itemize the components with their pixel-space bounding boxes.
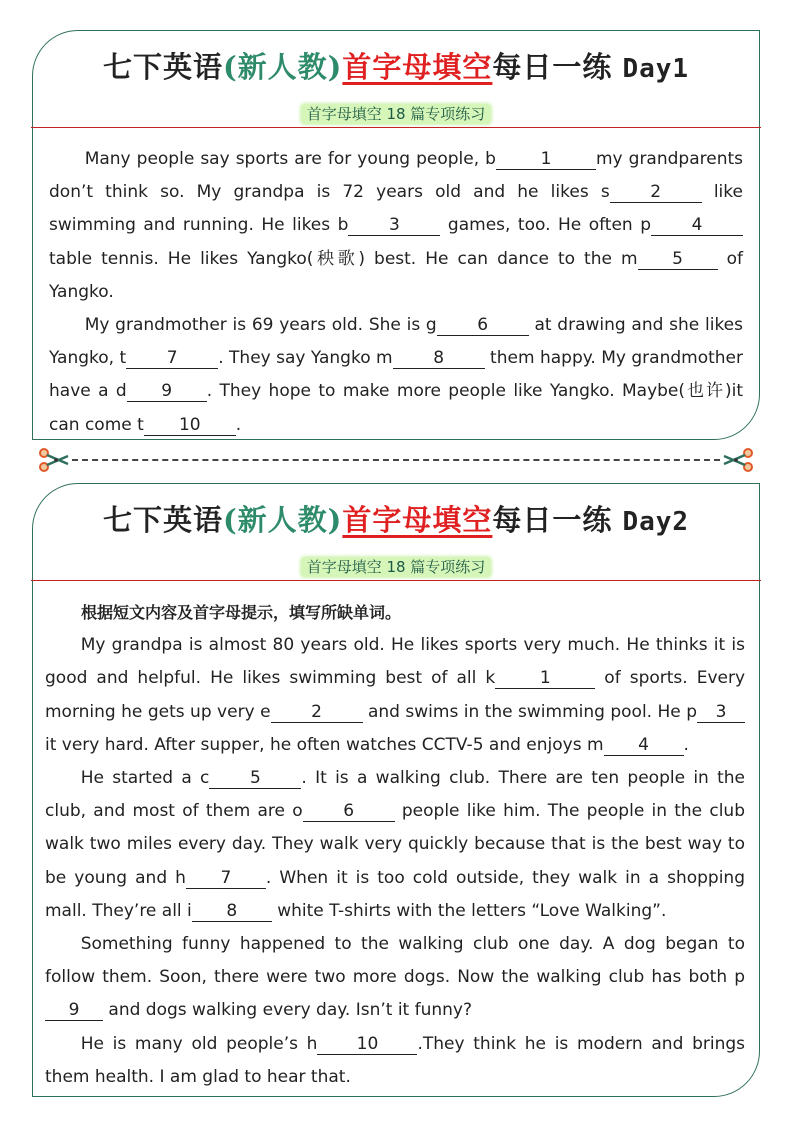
cut-line [38, 450, 754, 470]
exercise-card-day2 [32, 483, 760, 1097]
answer-blank[interactable]: 6 [303, 801, 395, 822]
title-text: 七下英语 [102, 50, 223, 84]
title-edition: (新人教) [222, 50, 343, 84]
title-text: 每日一练 [492, 503, 613, 537]
paragraph: Many people say sports are for young people, b 1 my grandparents don’t think so. My grandpa is 72 years old and he likes s 2 like swimming and running. He likes b 3 games, too. He often p 4 table tennis. He likes Yangko(秧歌) best. He can dance to the m 5 of Yangko. [49, 149, 743, 302]
paragraph: Something funny happened to the walking club one day. A dog began to follow them. Soon, there were two more dogs. Now the walking club has both p9 and dogs walking every day. Isn’t it funny? [45, 934, 745, 1021]
exercise-card-day1 [32, 30, 760, 440]
title-edition: (新人教) [222, 503, 343, 537]
answer-blank[interactable]: 5 [209, 768, 301, 789]
subtitle-text: 首字母填空 18 篇专项练习 [301, 104, 492, 124]
answer-blank[interactable]: 8 [192, 901, 272, 922]
answer-blank[interactable]: 4 [651, 215, 743, 236]
answer-blank[interactable]: 6 [437, 315, 529, 336]
scissors-icon [722, 448, 754, 472]
scissors-icon [38, 448, 70, 472]
paragraph: My grandpa is almost 80 years old. He likes sports very much. He thinks it is good and helpful. He likes swimming best of all k 1 of sports. Every morning he gets up very e 2 and swims in the swimming pool. He p 3 it very hard. After supper, he often watches CCTV-5 and enjoys m 4 . [45, 635, 746, 755]
title-text: 每日一练 [492, 50, 613, 84]
page-title [33, 45, 759, 86]
dashed-line [72, 459, 720, 461]
passage [49, 143, 743, 442]
answer-blank[interactable]: 10 [317, 1034, 417, 1055]
answer-blank[interactable]: 7 [186, 868, 266, 889]
paragraph: My grandmother is 69 years old. She is g 6 at drawing and she likes Yangko, t 7 . They say Yangko m 8 them happy. My grandmother have a d 9 . They hope to make more people like Yangko. Maybe(也许)it can come t 10 . [49, 315, 743, 435]
answer-blank[interactable]: 3 [697, 702, 745, 723]
answer-blank[interactable]: 1 [496, 149, 596, 170]
answer-blank[interactable]: 9 [45, 1000, 103, 1021]
subtitle [33, 556, 759, 577]
answer-blank[interactable]: 8 [393, 348, 485, 369]
title-text: 七下英语 [102, 503, 223, 537]
title-topic: 首字母填空 [342, 503, 493, 537]
page-title [33, 498, 759, 539]
title-day: Day2 [622, 507, 690, 537]
subtitle [33, 103, 759, 124]
divider-rule [31, 580, 761, 581]
paragraph: He is many old people’s h 10 .They think he is modern and brings them health. I am glad to hear that. [45, 1033, 746, 1087]
answer-blank[interactable]: 4 [604, 735, 684, 756]
answer-blank[interactable]: 3 [348, 215, 440, 236]
passage [45, 596, 745, 1094]
answer-blank[interactable]: 2 [610, 182, 702, 203]
subtitle-text: 首字母填空 18 篇专项练习 [301, 557, 492, 577]
answer-blank[interactable]: 9 [127, 381, 207, 402]
divider-rule [31, 127, 761, 128]
title-topic: 首字母填空 [342, 50, 493, 84]
answer-blank[interactable]: 7 [126, 348, 218, 369]
instruction: 根据短文内容及首字母提示，填写所缺单词。 [81, 603, 402, 622]
answer-blank[interactable]: 2 [271, 702, 363, 723]
paragraph: He started a c 5 . It is a walking club. There are ten people in the club, and most of them are o 6 people like him. The people in the club walk two miles every day. They walk very quickly because that is the best way to be young and h 7 . When it is too cold outside, they walk in a shopping mall. They’re all i 8 white T-shirts with the letters “Love Walking”. [45, 768, 746, 921]
answer-blank[interactable]: 10 [144, 415, 236, 436]
answer-blank[interactable]: 1 [495, 668, 595, 689]
answer-blank[interactable]: 5 [638, 249, 718, 270]
title-day: Day1 [622, 54, 690, 84]
